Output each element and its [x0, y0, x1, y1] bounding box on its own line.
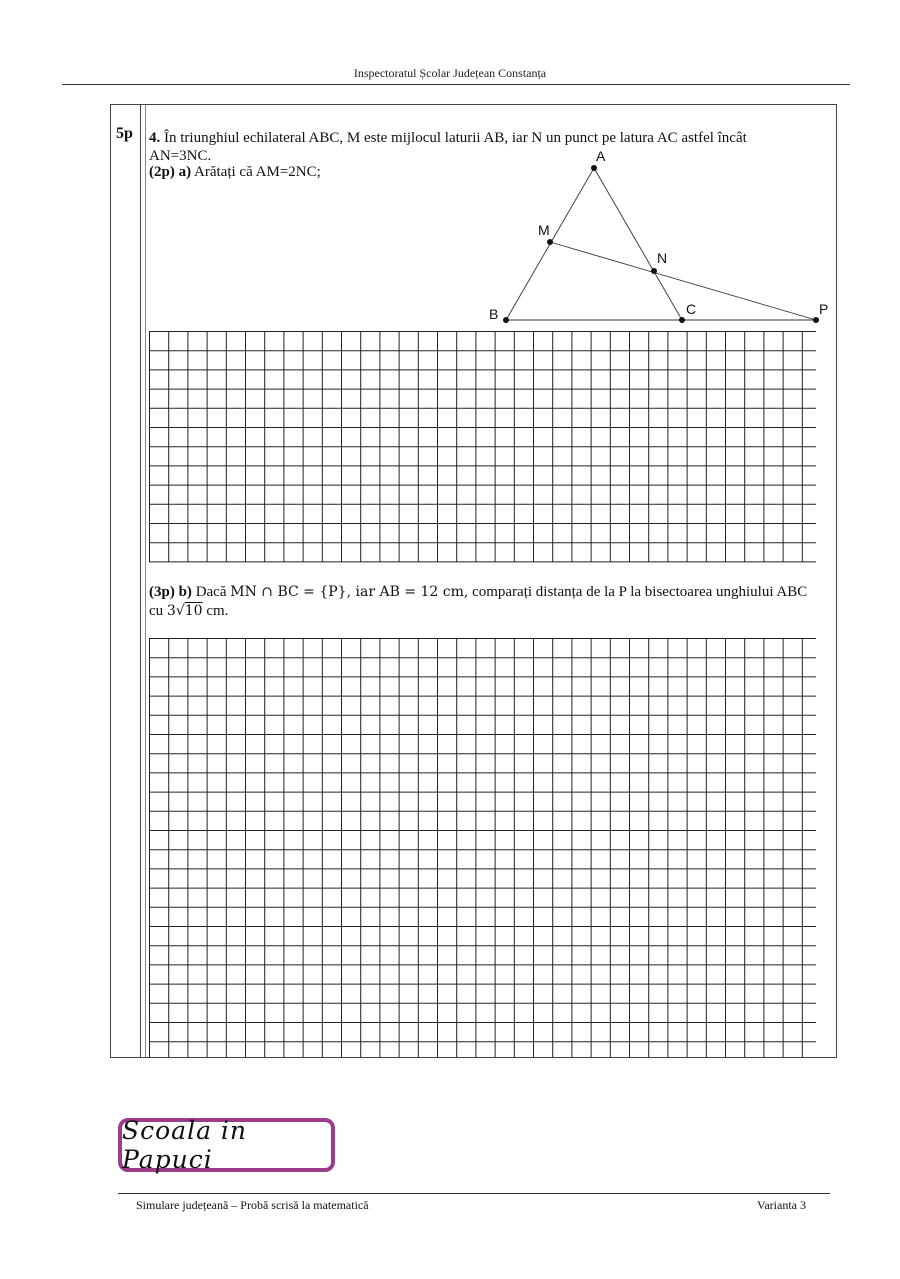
label-b: B	[489, 306, 499, 322]
formula-radicand: 10	[184, 603, 203, 619]
page-header: Inspectoratul Școlar Județean Constanța	[353, 66, 547, 80]
header-divider	[62, 84, 850, 85]
answer-grid-b[interactable]	[149, 638, 817, 1058]
label-m: M	[538, 222, 550, 238]
points-column	[111, 105, 141, 1057]
part-a-text: Arătați că AM=2NC;	[194, 164, 321, 180]
part-a-points: (2p)	[149, 164, 175, 180]
part-b-formula-1: MN ∩ BC = {P}, iar AB = 12 cm,	[230, 584, 469, 600]
part-b-text-4: cm.	[206, 603, 229, 619]
problem-number: 4.	[149, 130, 161, 146]
footer-divider	[118, 1193, 830, 1194]
footer-title: Simulare județeană – Probă scrisă la matematică	[136, 1198, 369, 1212]
problem-points: 5p	[116, 125, 133, 142]
point-p	[813, 317, 819, 323]
segment-ac	[594, 168, 682, 320]
point-a	[591, 165, 597, 171]
part-a-label: a)	[178, 164, 192, 180]
formula-coefficient: 3	[166, 603, 176, 619]
point-m	[547, 239, 553, 245]
part-b-text-1: Dacă	[195, 584, 227, 600]
part-b-formula-2: 3√10	[166, 603, 203, 619]
inner-divider	[145, 105, 146, 1057]
triangle-figure	[480, 148, 840, 333]
point-c	[679, 317, 685, 323]
problem-text: În triunghiul echilateral ABC, M este mijlocul laturii AB, iar N un punct pe latura AC astfel încât AN=3NC.	[149, 130, 747, 164]
part-b	[149, 583, 829, 621]
part-a	[149, 164, 321, 181]
part-b-text-2: comparați distanța de la P la bisectoarea unghiului ABC	[472, 584, 808, 600]
part-b-text-3: cu	[149, 603, 164, 619]
label-a: A	[596, 148, 606, 164]
brand-logo: Scoala in Papuci	[118, 1118, 335, 1172]
answer-grid-a[interactable]	[149, 331, 817, 563]
point-b	[503, 317, 509, 323]
part-b-points: (3p)	[149, 584, 175, 600]
segment-mp	[550, 242, 816, 320]
label-p: P	[819, 301, 829, 317]
label-n: N	[657, 250, 668, 266]
label-c: C	[686, 301, 697, 317]
footer-variant: Varianta 3	[757, 1198, 806, 1212]
point-n	[651, 268, 657, 274]
part-b-label: b)	[178, 584, 192, 600]
